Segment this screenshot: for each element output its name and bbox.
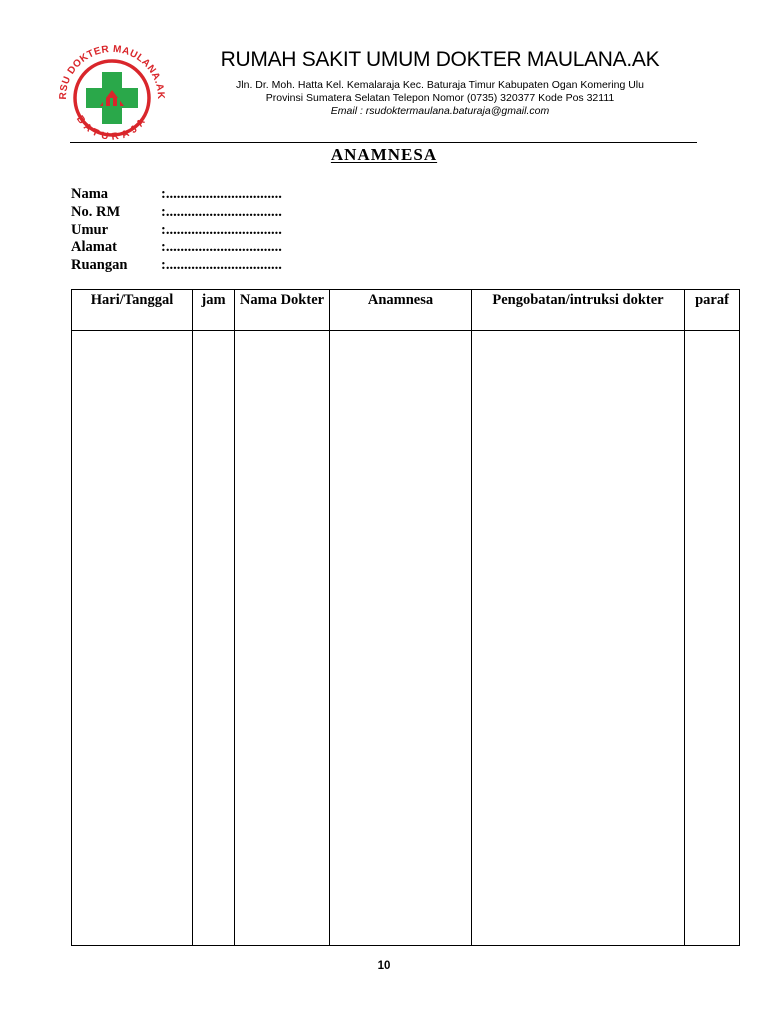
col-header-paraf: paraf [685, 290, 740, 331]
field-row-umur [71, 222, 282, 240]
field-blank-umur: :................................ [161, 221, 282, 238]
form-title [0, 145, 768, 165]
logo-ring-text-top: RSU DOKTER MAULANA.AK [57, 43, 167, 100]
cell-paraf[interactable] [685, 331, 740, 946]
field-label-ruangan: Ruangan [71, 257, 128, 274]
email-line: Email : rsudoktermaulana.baturaja@gmail.com [330, 105, 550, 117]
field-label-nama: Nama [71, 186, 109, 202]
cell-hari-tanggal[interactable] [72, 331, 193, 946]
field-row-no-rm [71, 204, 282, 222]
anamnesa-table [71, 289, 740, 946]
field-label-umur: Umur [71, 221, 109, 238]
field-blank-alamat: :................................ [161, 239, 282, 256]
field-blank-ruangan: :................................ [161, 257, 282, 274]
cell-jam[interactable] [193, 331, 235, 946]
logo-ring-text-bottom: BATURAJA [73, 113, 151, 143]
field-label-no-rm: No. RM [71, 203, 121, 220]
cell-anamnesa[interactable] [330, 331, 472, 946]
field-blank-nama: :................................ [161, 186, 282, 202]
field-blank-no-rm: :................................ [161, 203, 282, 220]
table-header-row [72, 290, 740, 331]
field-label-alamat: Alamat [71, 239, 117, 256]
col-header-nama-dokter: Nama Dokter [235, 290, 330, 331]
hospital-name: RUMAH SAKIT UMUM DOKTER MAULANA.AK [220, 48, 660, 71]
header-divider [70, 142, 697, 143]
field-row-ruangan [71, 257, 282, 275]
address-line-2: Provinsi Sumatera Selatan Telepon Nomor (0735) 320377 Kode Pos 32111 [265, 92, 615, 104]
col-header-jam: jam [193, 290, 235, 331]
col-header-anamnesa: Anamnesa [330, 290, 472, 331]
form-title-text: ANAMNESA [330, 145, 438, 164]
field-row-nama [71, 186, 282, 204]
address-line-1: Jln. Dr. Moh. Hatta Kel. Kemalaraja Kec. Baturaja Timur Kabupaten Ogan Komering Ulu [236, 79, 644, 91]
col-header-hari-tanggal: Hari/Tanggal [72, 290, 193, 331]
col-header-pengobatan: Pengobatan/intruksi dokter [472, 290, 685, 331]
table-row [72, 331, 740, 946]
page-number: 10 [377, 960, 391, 972]
patient-fields [71, 186, 282, 275]
cell-nama-dokter[interactable] [235, 331, 330, 946]
cell-pengobatan[interactable] [472, 331, 685, 946]
field-row-alamat [71, 239, 282, 257]
hospital-logo [54, 40, 170, 156]
